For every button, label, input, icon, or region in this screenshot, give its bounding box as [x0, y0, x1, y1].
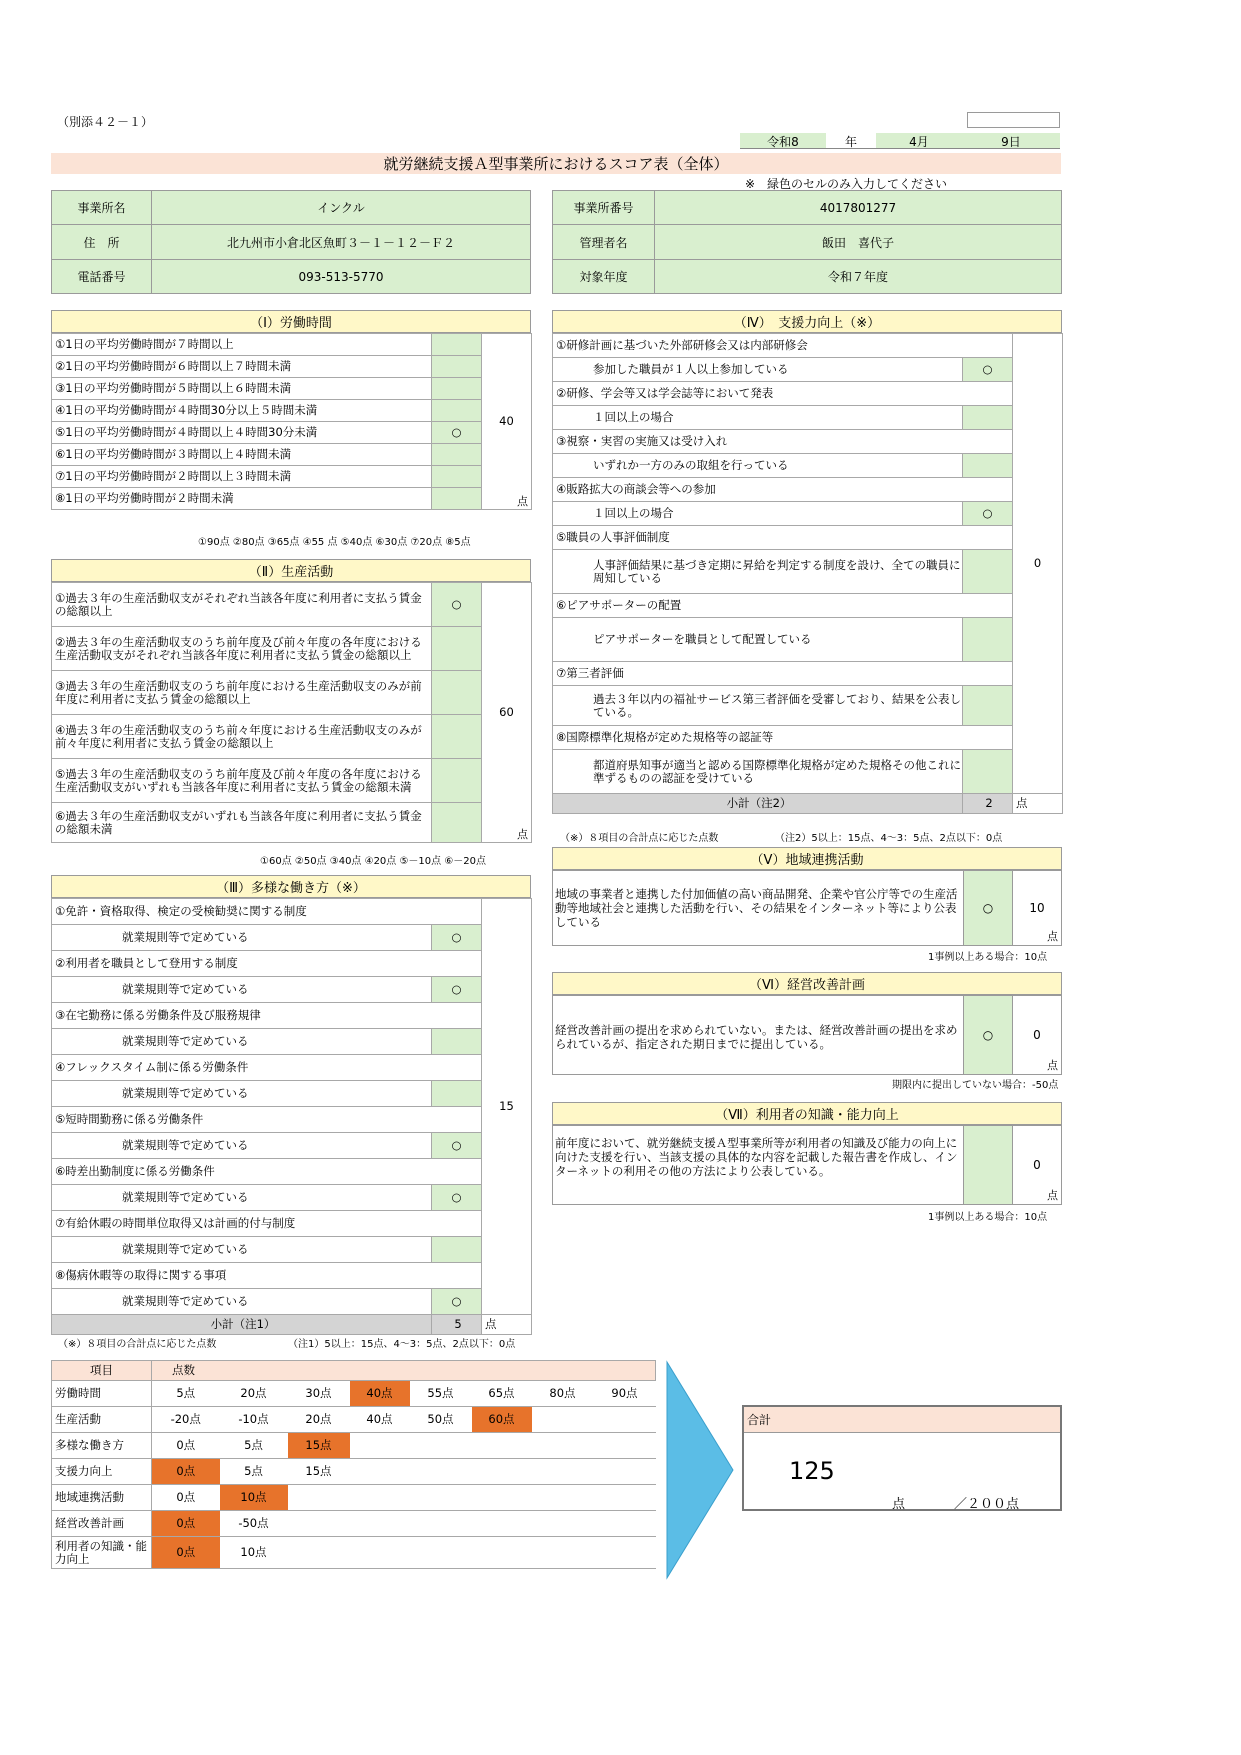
- section-1-mark-input[interactable]: [432, 400, 482, 422]
- summary-row-label: 地域連携活動: [52, 1485, 152, 1511]
- section-3-mark-input[interactable]: ○: [432, 1185, 482, 1211]
- summary-row: [52, 1511, 656, 1537]
- section-7-score: 0: [1033, 1158, 1041, 1172]
- section-2-item-text: ③過去３年の生産活動収支のうち前年度における生産活動収支のみが前年度に利用者に支払う賃金の総額以上: [52, 671, 432, 715]
- section-2-item-text: ⑥過去３年の生産活動収支がいずれも当該各年度に利用者に支払う賃金の総額未満: [52, 803, 432, 843]
- section-1-table: [51, 333, 532, 510]
- summary-row-label: 労働時間: [52, 1381, 152, 1407]
- section-4-item-row: [553, 430, 1063, 454]
- section-3-subtotal-value: 5: [432, 1315, 482, 1335]
- section-3-mark-input[interactable]: [432, 1237, 482, 1263]
- section-4-item-text: ①研修計画に基づいた外部研修会又は内部研修会: [553, 334, 1013, 358]
- page-title: 就労継続支援Ａ型事業所におけるスコア表（全体）: [51, 153, 1061, 174]
- summary-cell: [288, 1537, 350, 1569]
- section-4-table: [552, 333, 1063, 814]
- section-3-subtotal-label: 小計（注1）: [52, 1315, 432, 1335]
- section-4-item-row: [553, 382, 1063, 406]
- summary-cell: [410, 1485, 472, 1511]
- section-2-score: 60 点: [482, 583, 532, 843]
- section-4-item-row: [553, 662, 1063, 686]
- section-3-unit: 点: [482, 1315, 532, 1335]
- address-label: 住 所: [52, 225, 152, 260]
- summary-cell: [350, 1511, 410, 1537]
- section-4-item-text: ⑤職員の人事評価制度: [553, 526, 1013, 550]
- section-3-item-text: ⑦有給休暇の時間単位取得又は計画的付与制度: [52, 1211, 482, 1237]
- section-3-item-text: ⑤短時間勤務に係る労働条件: [52, 1107, 482, 1133]
- section-3-item-text: ④フレックスタイム制に係る労働条件: [52, 1055, 482, 1081]
- address-value[interactable]: 北九州市小倉北区魚町３－１－１２－Ｆ２: [152, 225, 530, 260]
- tel-label: 電話番号: [52, 260, 152, 293]
- summary-cell: 55点: [410, 1381, 472, 1407]
- section-1-mark-input[interactable]: [432, 356, 482, 378]
- summary-cell: [532, 1459, 594, 1485]
- section-3-mark-input[interactable]: ○: [432, 925, 482, 951]
- section-2-mark-input[interactable]: ○: [432, 583, 482, 627]
- summary-cell: [532, 1407, 594, 1433]
- section-3-sub-row: [52, 1081, 532, 1107]
- summary-header-row: [52, 1361, 656, 1381]
- summary-cell: 0点: [152, 1485, 220, 1511]
- info-right-box: [552, 190, 1062, 294]
- summary-row: [52, 1381, 656, 1407]
- summary-cell-selected: 0点: [152, 1537, 220, 1569]
- section-4-mark-input[interactable]: [963, 750, 1013, 794]
- summary-cell-selected: 0点: [152, 1511, 220, 1537]
- summary-cell-selected: 40点: [350, 1381, 410, 1407]
- summary-cell: [594, 1433, 656, 1459]
- section-4-sub-text: １回以上の場合: [553, 502, 963, 526]
- summary-cell: [594, 1459, 656, 1485]
- section-1-row: [52, 378, 532, 400]
- summary-cell: [350, 1537, 410, 1569]
- summary-cell: 5点: [152, 1381, 220, 1407]
- section-3-item-text: ③在宅勤務に係る労働条件及び服務規律: [52, 1003, 482, 1029]
- section-4-sub-row: [553, 454, 1063, 478]
- section-4-sub-row: [553, 406, 1063, 430]
- section-4-item-row: [553, 594, 1063, 618]
- corner-input-box[interactable]: [967, 112, 1060, 128]
- section-2-row: [52, 583, 532, 627]
- summary-row: [52, 1459, 656, 1485]
- summary-cell: [410, 1511, 472, 1537]
- section-2-row: [52, 671, 532, 715]
- section-3-sub-text: 就業規則等で定めている: [52, 977, 432, 1003]
- section-4-note-right: （注2）5以上：15点、4～3：5点、2点以下：0点: [775, 833, 1003, 844]
- section-2-item-text: ⑤過去３年の生産活動収支のうち前年度及び前々年度の各年度における生産活動収支がいずれも当該各年度に利用者に支払う賃金の総額未満: [52, 759, 432, 803]
- summary-row-label: 生産活動: [52, 1407, 152, 1433]
- section-4-sub-row: [553, 358, 1063, 382]
- summary-cell: [472, 1433, 532, 1459]
- section-4-item-row: [553, 726, 1063, 750]
- summary-cell: [594, 1407, 656, 1433]
- target-year-label: 対象年度: [553, 260, 655, 293]
- input-note: ※ 緑色のセルのみ入力してください: [745, 177, 948, 191]
- summary-cell: 15点: [288, 1459, 350, 1485]
- section-1-item-text: ⑤1日の平均労働時間が４時間以上４時間30分未満: [52, 422, 432, 444]
- summary-cell: [472, 1485, 532, 1511]
- section-5-unit: 点: [1047, 930, 1058, 943]
- date-year-label: 年: [844, 134, 857, 149]
- section-1-mark-input[interactable]: ○: [432, 422, 482, 444]
- section-3-sub-row: [52, 1289, 532, 1315]
- section-4-item-text: ⑦第三者評価: [553, 662, 1013, 686]
- section-4-item-row: [553, 478, 1063, 502]
- summary-cell: 10点: [220, 1537, 288, 1569]
- summary-cell: 80点: [532, 1381, 594, 1407]
- section-6-title: （Ⅵ）経営改善計画: [552, 972, 1062, 995]
- section-7-text: 前年度において、就労継続支援Ａ型事業所等が利用者の知識及び能力の向上に向けた支援を行い、当該支援の具体的な内容を記載した報告書を作成し、インターネットの利用その他の方法により公表している。: [555, 1136, 958, 1178]
- section-1-score: 40 点: [482, 334, 532, 510]
- section-3-sub-text: 就業規則等で定めている: [52, 925, 432, 951]
- summary-cell-selected: 10点: [220, 1485, 288, 1511]
- section-1-item-text: ⑦1日の平均労働時間が２時間以上３時間未満: [52, 466, 432, 488]
- section-2-mark-input[interactable]: [432, 759, 482, 803]
- summary-row-label: 支援力向上: [52, 1459, 152, 1485]
- summary-cell: [472, 1459, 532, 1485]
- section-4-sub-row: [553, 618, 1063, 662]
- section-2-mark-input[interactable]: [432, 627, 482, 671]
- section-2-row: [52, 803, 532, 843]
- section-5-title: （Ⅴ）地域連携活動: [552, 847, 1062, 870]
- summary-row-label: 利用者の知識・能力向上: [52, 1537, 152, 1569]
- section-4-sub-row: [553, 686, 1063, 726]
- total-value: 125: [789, 1457, 835, 1485]
- section-3-item-row: [52, 1055, 532, 1081]
- summary-cell: 50点: [410, 1407, 472, 1433]
- section-1-row: [52, 334, 532, 356]
- section-4-sub-text: 都道府県知事が適当と認める国際標準化規格が定めた規格その他これに準ずるものの認証を受けている: [553, 750, 963, 794]
- manager-label: 管理者名: [553, 225, 655, 260]
- section-3-sub-text: 就業規則等で定めている: [52, 1185, 432, 1211]
- section-4-sub-text: いずれか一方のみの取組を行っている: [553, 454, 963, 478]
- arrow-icon: [665, 1360, 735, 1580]
- summary-cell: 40点: [350, 1407, 410, 1433]
- section-1-row: [52, 488, 532, 510]
- date-month[interactable]: 4月: [876, 133, 962, 149]
- office-number-value[interactable]: 4017801277: [655, 191, 1061, 225]
- section-3-sub-text: 就業規則等で定めている: [52, 1029, 432, 1055]
- section-3-item-row: [52, 1263, 532, 1289]
- section-1-legend: ①90点 ②80点 ③65点 ④55 点 ⑤40点 ⑥30点 ⑦20点 ⑧5点: [198, 537, 471, 548]
- section-6-score: 0: [1033, 1028, 1041, 1042]
- section-6-note: 期限内に提出していない場合：-50点: [892, 1080, 1059, 1091]
- section-5-mark[interactable]: ○: [963, 871, 1013, 945]
- section-7-note: 1事例以上ある場合：10点: [928, 1212, 1048, 1223]
- section-4-sub-text: 参加した職員が１人以上参加している: [553, 358, 963, 382]
- section-5-box: [552, 870, 1062, 946]
- section-1-mark-input[interactable]: [432, 444, 482, 466]
- section-3-title: （Ⅲ）多様な働き方（※）: [51, 875, 531, 898]
- section-4-item-text: ④販路拡大の商談会等への参加: [553, 478, 1013, 502]
- section-1-row: [52, 466, 532, 488]
- section-1-mark-input[interactable]: [432, 378, 482, 400]
- summary-cell: -20点: [152, 1407, 220, 1433]
- summary-cell-selected: 0点: [152, 1459, 220, 1485]
- section-4-sub-text: ピアサポーターを職員として配置している: [553, 618, 963, 662]
- section-1-item-text: ②1日の平均労働時間が６時間以上７時間未満: [52, 356, 432, 378]
- section-2-row: [52, 759, 532, 803]
- section-3-item-text: ⑧傷病休暇等の取得に関する事項: [52, 1263, 482, 1289]
- section-2-mark-input[interactable]: [432, 671, 482, 715]
- section-4-item-text: ⑧国際標準化規格が定めた規格等の認証等: [553, 726, 1013, 750]
- total-label: 合計: [744, 1407, 1060, 1433]
- summary-cell: [350, 1459, 410, 1485]
- summary-cell: [410, 1537, 472, 1569]
- summary-cell: -10点: [220, 1407, 288, 1433]
- summary-cell: -50点: [220, 1511, 288, 1537]
- section-3-subtotal-row: [52, 1315, 532, 1335]
- section-4-item-text: ③視察・実習の実施又は受け入れ: [553, 430, 1013, 454]
- section-7-box: [552, 1125, 1062, 1205]
- summary-cell: 0点: [152, 1433, 220, 1459]
- summary-cell: 65点: [472, 1381, 532, 1407]
- section-3-note-left: （※）８項目の合計点に応じた点数: [58, 1339, 217, 1350]
- manager-value[interactable]: 飯田 喜代子: [655, 225, 1061, 260]
- summary-cell: [410, 1433, 472, 1459]
- summary-row-label: 経営改善計画: [52, 1511, 152, 1537]
- section-4-subtotal-value: 2: [963, 794, 1013, 814]
- section-4-unit: 点: [1013, 794, 1063, 814]
- summary-cell: [410, 1459, 472, 1485]
- section-6-box: [552, 995, 1062, 1075]
- section-1-row: [52, 356, 532, 378]
- summary-cell: 5点: [220, 1459, 288, 1485]
- section-3-item-row: [52, 899, 532, 925]
- total-max: ／２００点: [954, 1497, 1020, 1512]
- section-4-mark-input[interactable]: [963, 406, 1013, 430]
- summary-cell: [288, 1511, 350, 1537]
- summary-row-label: 多様な働き方: [52, 1433, 152, 1459]
- section-2-legend: ①60点 ②50点 ③40点 ④20点 ⑤－10点 ⑥－20点: [260, 856, 487, 867]
- summary-cell: [532, 1485, 594, 1511]
- section-3-sub-row: [52, 925, 532, 951]
- section-1-item-text: ③1日の平均労働時間が５時間以上６時間未満: [52, 378, 432, 400]
- summary-cell: [532, 1511, 594, 1537]
- section-3-item-row: [52, 1159, 532, 1185]
- section-4-score: 0: [1013, 334, 1063, 794]
- section-1-row: [52, 422, 532, 444]
- section-3-item-text: ⑥時差出勤制度に係る労働条件: [52, 1159, 482, 1185]
- section-2-row: [52, 627, 532, 671]
- section-3-item-row: [52, 1003, 532, 1029]
- summary-cell: [532, 1537, 594, 1569]
- section-3-mark-input[interactable]: ○: [432, 1289, 482, 1315]
- section-2-mark-input[interactable]: [432, 803, 482, 843]
- tel-value[interactable]: 093-513-5770: [152, 260, 530, 293]
- section-4-note-left: （※）８項目の合計点に応じた点数: [560, 833, 719, 844]
- summary-cell: [472, 1537, 532, 1569]
- section-2-unit: 点: [517, 828, 528, 841]
- summary-cell: [594, 1485, 656, 1511]
- summary-cell-selected: 60点: [472, 1407, 532, 1433]
- summary-cell: [472, 1511, 532, 1537]
- target-year-value[interactable]: 令和７年度: [655, 260, 1061, 293]
- section-4-sub-text: １回以上の場合: [553, 406, 963, 430]
- total-unit: 点: [892, 1497, 906, 1512]
- section-1-item-text: ⑧1日の平均労働時間が２時間未満: [52, 488, 432, 510]
- section-3-item-text: ①免許・資格取得、検定の受検勧奨に関する制度: [52, 899, 482, 925]
- summary-col-score: 点数: [152, 1361, 656, 1381]
- section-1-row: [52, 400, 532, 422]
- summary-cell: 30点: [288, 1381, 350, 1407]
- summary-row: [52, 1433, 656, 1459]
- info-left-box: [51, 190, 531, 294]
- section-4-mark-input[interactable]: [963, 550, 1013, 594]
- section-4-item-row: [553, 334, 1063, 358]
- section-1-item-text: ⑥1日の平均労働時間が３時間以上４時間未満: [52, 444, 432, 466]
- section-6-text: 経営改善計画の提出を求められていない。または、経営改善計画の提出を求められているが、指定された期日までに提出している。: [555, 1023, 958, 1051]
- name-label: 事業所名: [52, 191, 152, 225]
- summary-table: [51, 1360, 656, 1569]
- section-3-item-row: [52, 951, 532, 977]
- name-value[interactable]: インクル: [152, 191, 530, 225]
- section-6-unit: 点: [1047, 1059, 1058, 1072]
- section-7-unit: 点: [1047, 1189, 1058, 1202]
- section-3-sub-row: [52, 977, 532, 1003]
- section-3-table: [51, 898, 532, 1335]
- summary-cell: 5点: [220, 1433, 288, 1459]
- date-era-year[interactable]: 令和8: [740, 133, 826, 149]
- section-6-mark[interactable]: ○: [963, 996, 1013, 1074]
- section-3-sub-row: [52, 1185, 532, 1211]
- section-4-sub-row: [553, 750, 1063, 794]
- section-1-title: （Ⅰ）労働時間: [51, 310, 531, 333]
- summary-cell: [350, 1433, 410, 1459]
- date-day[interactable]: 9日: [962, 133, 1060, 149]
- section-1-item-text: ④1日の平均労働時間が４時間30分以上５時間未満: [52, 400, 432, 422]
- section-3-item-row: [52, 1107, 532, 1133]
- section-7-mark[interactable]: [963, 1126, 1013, 1204]
- section-1-item-text: ①1日の平均労働時間が７時間以上: [52, 334, 432, 356]
- attachment-label: （別添４２－１）: [57, 115, 154, 129]
- section-3-sub-text: 就業規則等で定めている: [52, 1237, 432, 1263]
- section-3-mark-input[interactable]: [432, 1029, 482, 1055]
- section-3-mark-input[interactable]: ○: [432, 977, 482, 1003]
- section-5-score: 10: [1029, 901, 1045, 915]
- section-1-row: [52, 444, 532, 466]
- summary-cell: [288, 1485, 350, 1511]
- summary-row: [52, 1485, 656, 1511]
- section-3-sub-text: 就業規則等で定めている: [52, 1289, 432, 1315]
- summary-cell: [350, 1485, 410, 1511]
- summary-cell: 20点: [220, 1381, 288, 1407]
- section-4-item-row: [553, 526, 1063, 550]
- section-1-mark-input[interactable]: [432, 466, 482, 488]
- section-2-title: （Ⅱ）生産活動: [51, 559, 531, 582]
- office-number-label: 事業所番号: [553, 191, 655, 225]
- section-4-sub-text: 人事評価結果に基づき定期に昇給を判定する制度を設け、全ての職員に周知している: [553, 550, 963, 594]
- section-4-item-text: ②研修、学会等又は学会誌等において発表: [553, 382, 1013, 406]
- section-4-mark-input[interactable]: ○: [963, 358, 1013, 382]
- section-1-unit: 点: [517, 495, 528, 508]
- section-2-item-text: ①過去３年の生産活動収支がそれぞれ当該各年度に利用者に支払う賃金の総額以上: [52, 583, 432, 627]
- section-5-note: 1事例以上ある場合：10点: [928, 952, 1048, 963]
- summary-cell: [594, 1511, 656, 1537]
- date-underline: [740, 148, 1060, 149]
- section-4-mark-input[interactable]: [963, 454, 1013, 478]
- section-2-mark-input[interactable]: [432, 715, 482, 759]
- section-3-sub-text: 就業規則等で定めている: [52, 1133, 432, 1159]
- section-3-mark-input[interactable]: [432, 1081, 482, 1107]
- section-4-mark-input[interactable]: ○: [963, 502, 1013, 526]
- section-1-mark-input[interactable]: [432, 334, 482, 356]
- section-3-item-text: ②利用者を職員として登用する制度: [52, 951, 482, 977]
- summary-cell: 20点: [288, 1407, 350, 1433]
- section-4-sub-text: 過去３年以内の福祉サービス第三者評価を受審しており、結果を公表している。: [553, 686, 963, 726]
- summary-col-item: 項目: [52, 1361, 152, 1381]
- section-5-text: 地域の事業者と連携した付加価値の高い商品開発、企業や官公庁等での生産活動等地域社会と連携した活動を行い、その結果をインターネット等により公表している: [555, 887, 958, 929]
- section-3-mark-input[interactable]: ○: [432, 1133, 482, 1159]
- section-7-title: （Ⅶ）利用者の知識・能力向上: [552, 1102, 1062, 1125]
- section-3-sub-row: [52, 1237, 532, 1263]
- section-3-score: 15: [482, 899, 532, 1315]
- section-2-item-text: ④過去３年の生産活動収支のうち前々年度における生産活動収支のみが前々年度に利用者に支払う賃金の総額以上: [52, 715, 432, 759]
- section-4-title: （Ⅳ） 支援力向上（※）: [552, 310, 1062, 333]
- summary-cell-selected: 15点: [288, 1433, 350, 1459]
- section-4-subtotal-row: [553, 794, 1063, 814]
- section-4-sub-row: [553, 550, 1063, 594]
- section-4-mark-input[interactable]: [963, 686, 1013, 726]
- section-2-item-text: ②過去３年の生産活動収支のうち前年度及び前々年度の各年度における生産活動収支がそれぞれ当該各年度に利用者に支払う賃金の総額以上: [52, 627, 432, 671]
- section-2-table: [51, 582, 532, 843]
- section-4-sub-row: [553, 502, 1063, 526]
- section-3-item-row: [52, 1211, 532, 1237]
- summary-cell: 90点: [594, 1381, 656, 1407]
- summary-cell: [532, 1433, 594, 1459]
- summary-cell: [594, 1537, 656, 1569]
- section-3-sub-row: [52, 1029, 532, 1055]
- total-box: [742, 1405, 1062, 1511]
- section-3-sub-row: [52, 1133, 532, 1159]
- section-3-sub-text: 就業規則等で定めている: [52, 1081, 432, 1107]
- section-4-mark-input[interactable]: [963, 618, 1013, 662]
- summary-row: [52, 1407, 656, 1433]
- section-2-row: [52, 715, 532, 759]
- section-4-item-text: ⑥ピアサポーターの配置: [553, 594, 1013, 618]
- section-4-subtotal-label: 小計（注2）: [553, 794, 963, 814]
- section-3-note-right: （注1）5以上：15点、4～3：5点、2点以下：0点: [288, 1339, 516, 1350]
- section-1-mark-input[interactable]: [432, 488, 482, 510]
- summary-row: [52, 1537, 656, 1569]
